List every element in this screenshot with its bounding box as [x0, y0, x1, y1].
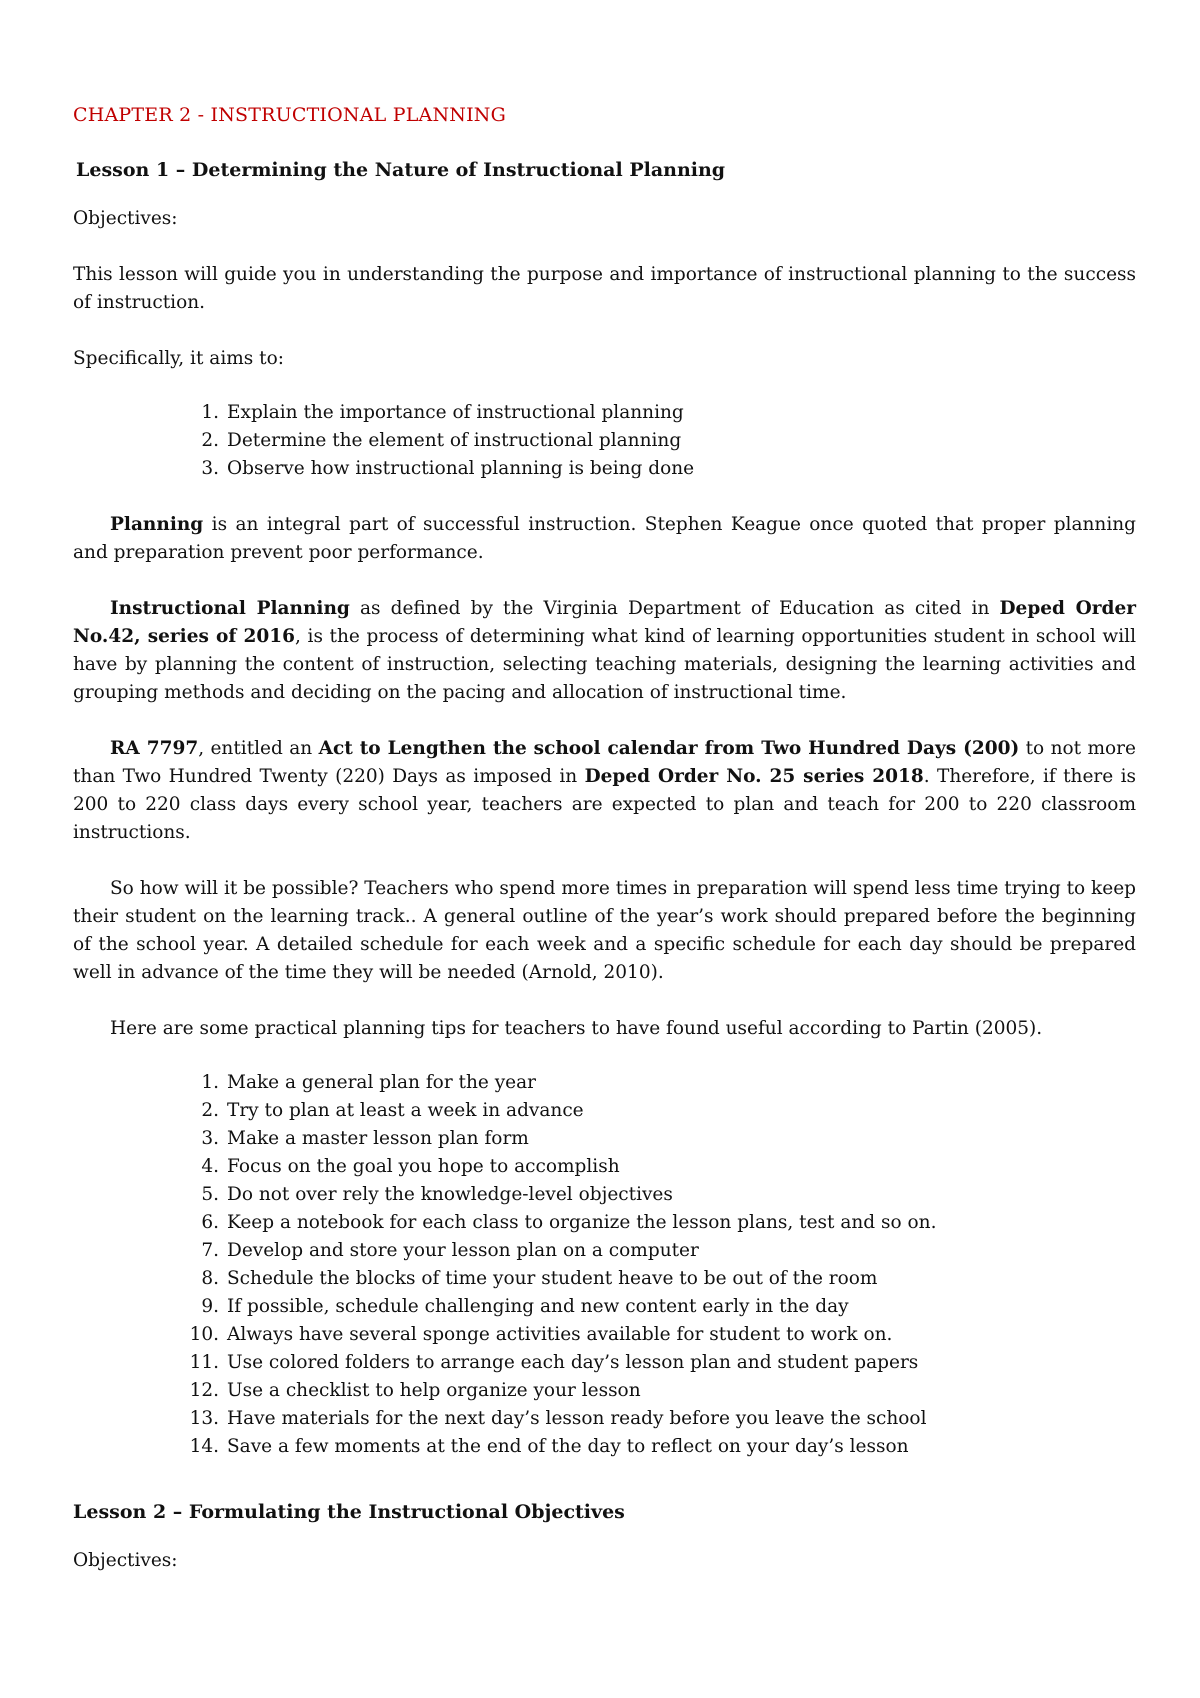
aims-list — [73, 399, 1136, 483]
list-text: Do not over rely the knowledge-level objectives — [227, 1184, 673, 1205]
list-number: 14. — [189, 1436, 219, 1457]
list-text: Have materials for the next day’s lesson ready before you leave the school — [227, 1408, 927, 1429]
ip-text-2: , is the process of determining what kind of learning opportunities student in school will have by planning the content of instruction, selecting teaching materials, designing the learning activities and grouping methods and deciding on the pacing and allocation of instructional time. — [73, 626, 1137, 703]
deped-order-25: Deped Order No. 25 series 2018 — [584, 766, 924, 787]
list-item — [73, 1321, 1136, 1349]
ra-text-2: to not more than Two Hundred Twenty (220) Days as imposed in — [73, 738, 1136, 787]
list-item — [73, 1405, 1136, 1433]
list-item — [73, 1377, 1136, 1405]
list-item — [73, 1265, 1136, 1293]
list-item — [73, 1097, 1136, 1125]
list-text: Try to plan at least a week in advance — [227, 1100, 584, 1121]
list-item — [73, 427, 1136, 455]
list-item — [73, 1125, 1136, 1153]
lesson-1-title: Lesson 1 – Determining the Nature of Instructional Planning — [76, 159, 726, 181]
list-number: 5. — [201, 1184, 219, 1205]
list-item — [73, 455, 1136, 483]
list-item — [73, 1293, 1136, 1321]
list-number: 3. — [201, 1128, 219, 1149]
list-item — [73, 1433, 1136, 1461]
list-text: Use a checklist to help organize your lesson — [227, 1380, 641, 1401]
ip-term: Instructional Planning — [110, 598, 350, 619]
objectives-label: Objectives: — [73, 208, 178, 229]
ra-7797-paragraph — [73, 735, 1136, 847]
list-text: Explain the importance of instructional planning — [227, 402, 684, 423]
list-text: Make a general plan for the year — [227, 1072, 536, 1093]
list-number: 3. — [201, 458, 219, 479]
list-text: Focus on the goal you hope to accomplish — [227, 1156, 620, 1177]
list-number: 8. — [201, 1268, 219, 1289]
list-text: Make a master lesson plan form — [227, 1128, 529, 1149]
list-text: Always have several sponge activities available for student to work on. — [227, 1324, 893, 1345]
lesson-2-objectives-label: Objectives: — [73, 1550, 178, 1571]
list-number: 10. — [189, 1324, 219, 1345]
list-number: 1. — [201, 402, 219, 423]
list-number: 2. — [201, 430, 219, 451]
deped-order-42: Deped Order No.42, series of 2016 — [73, 598, 1136, 647]
list-number: 2. — [201, 1100, 219, 1121]
lesson-2-title: Lesson 2 – Formulating the Instructional Objectives — [73, 1501, 625, 1523]
intro-paragraph: This lesson will guide you in understanding the purpose and importance of instructional planning to the success of instruction. — [73, 264, 1136, 313]
list-number: 9. — [201, 1296, 219, 1317]
list-text: Schedule the blocks of time your student heave to be out of the room — [227, 1268, 878, 1289]
list-number: 13. — [189, 1408, 219, 1429]
list-number: 1. — [201, 1072, 219, 1093]
list-text: Develop and store your lesson plan on a computer — [227, 1240, 699, 1261]
list-item — [73, 1237, 1136, 1265]
planning-text: is an integral part of successful instruction. Stephen Keague once quoted that proper planning and preparation prevent poor performance. — [73, 514, 1136, 563]
list-item — [73, 1349, 1136, 1377]
list-item — [73, 399, 1136, 427]
planning-paragraph — [73, 511, 1136, 567]
list-text: Determine the element of instructional planning — [227, 430, 682, 451]
list-number: 12. — [189, 1380, 219, 1401]
list-item — [73, 1209, 1136, 1237]
list-text: Save a few moments at the end of the day to reflect on your day’s lesson — [227, 1436, 909, 1457]
list-number: 6. — [201, 1212, 219, 1233]
list-item — [73, 1153, 1136, 1181]
how-paragraph: So how will it be possible? Teachers who spend more times in preparation will spend less time trying to keep their student on the learning track.. A general outline of the year’s work should prepared before the beginning of the school year. A detailed schedule for each week and a specific schedule for each day should be prepared well in advance of the time they will be needed (Arnold, 2010). — [73, 878, 1136, 983]
ip-text-1: as defined by the Virginia Department of Education as cited in — [349, 598, 1000, 619]
list-number: 4. — [201, 1156, 219, 1177]
aims-label: Specifically, it aims to: — [73, 348, 284, 369]
instructional-planning-paragraph — [73, 595, 1136, 707]
list-text: If possible, schedule challenging and new content early in the day — [227, 1296, 849, 1317]
ra-7797-term: RA 7797 — [110, 738, 199, 759]
ra-text-3: . Therefore, if there is 200 to 220 class days every school year, teachers are expected to plan and teach for 200 to 220 classroom instructions. — [73, 766, 1136, 843]
ra-text-1: , entitled an — [198, 738, 319, 759]
list-item — [73, 1069, 1136, 1097]
chapter-title: CHAPTER 2 - INSTRUCTIONAL PLANNING — [73, 104, 507, 126]
planning-term: Planning — [110, 514, 204, 535]
list-item — [73, 1181, 1136, 1209]
act-title: Act to Lengthen the school calendar from Two Hundred Days (200) — [318, 738, 1020, 759]
tips-intro-paragraph: Here are some practical planning tips for teachers to have found useful according to Partin (2005). — [110, 1018, 1043, 1039]
list-number: 7. — [201, 1240, 219, 1261]
list-text: Keep a notebook for each class to organize the lesson plans, test and so on. — [227, 1212, 937, 1233]
list-number: 11. — [189, 1352, 219, 1373]
list-text: Use colored folders to arrange each day’s lesson plan and student papers — [227, 1352, 919, 1373]
list-text: Observe how instructional planning is being done — [227, 458, 695, 479]
tips-list — [73, 1069, 1136, 1461]
